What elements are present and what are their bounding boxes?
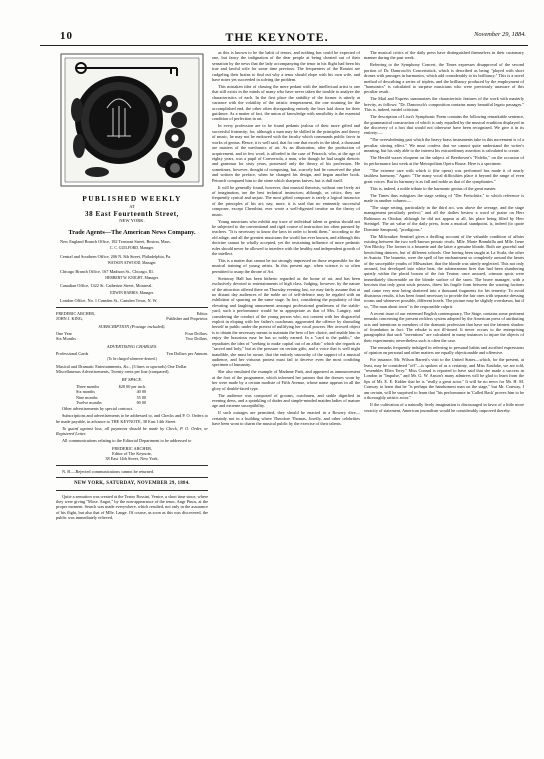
article-paragraph: The Mail and Express summarizes the characteristic features of the work with masterly brevity, as follows: "Dr. Damrosch's composition contains many beautiful legato passages." This is, indeed, model criticism. [364,96,524,113]
keynote-logo [57,50,207,190]
professional-value: Ten Dollars per Annum. [166,351,208,357]
other-ads-note: Other advertisements by special contract. [62,406,133,412]
musical-text: Musical and Dramatic Entertainments, &c., (3 lines or upwards) [56,363,167,369]
article-paragraph: If such outrages are permitted, they should be enacted in a Bowery dive—certainly not in a building where Theodore Thomas, Joseffy, and other celebrities have been wont to charm the musical public by the exercise of their talents. [212,410,360,427]
professional-label: Professional Cards [56,351,89,357]
column-2 [212,50,360,428]
branch-manager: WATSON ATWOOD, Manager. [107,261,157,266]
staff-role: Editor. [196,310,208,316]
article-paragraph: Steinway Hall has been hitherto regarded as the home of art, and has been exclusively devoted to entertainments of high class. Judging, however, by the nature of the attraction offered there on Thursday evening last, we may fairly assume that at no distant day audiences of the noble art of self-defence may be regaled with an exhibition of sparring on the same stage. In fact, considering the popularity of that elevating and laughing amusement amongst professional gentlemen of the stable-yard, such a performance would be as appropriate as that of Mrs. Langtry, and considering the conduct of the young person who, not content with her disgraceful exploit in eloping with her father's coachman, aggravated the offence by shrouding herself in public under the pretext of nullifying her vocal powers. Her avowed object is to obtain the necessary means to maintain the hero of her choice, and enable him to enjoy the luxurious ease he has so nobly earned. In a "card to the public," she repudiates the idea of "seeking to make capital out of an affair" which she regards as "sacred and holy," but as the pressure on certain gifts, and a voice that is well night inaudible, she must be aware, that the entirely unworthy of the support of a musical audience, and her virtuous protest must fail to deceive even the most confiding specimen of humanity. [212,275,360,368]
article-paragraph: "The stage setting, particularly in the third act, was above the average, and the stage management peculiarly perfect;" and all the dailies bestow a word of praise on Herr Robinson as Ottokar, although he did not appear at all, his place being filled by Herr Steinigel. The art value of the daily press, from a musical standpoint, is, indeed (to quote Dominie Sampson), "prodigious." [364,204,524,232]
branch-manager: EDWIN HARRIS, Manager. [110,290,154,295]
branch-office: London Office, No. 1 Camden St., Camden Town, N. W. [60,298,158,304]
staff-name: JOHN J. KING, [56,316,83,322]
dateline: NEW YORK, SATURDAY, NOVEMBER 29, 1884. [74,481,190,487]
divider [56,490,208,491]
header-rule [40,45,528,46]
article-paragraph: The audience was composed of grooms, coachmen, and stable dignified in evening dress, and a sprinkling of dudes and simple-minded maiden ladies of mature age and extreme susceptibility. [212,392,360,409]
rate-label: Six months [76,389,95,395]
rate-value: 40 00 [136,389,146,395]
rate-value: 55 00 [136,394,146,400]
article-paragraph: For instance, Mr. Wilson Barrett's visit to the United States—which, for the present, at least, may be considered "off"—is spoken of as a certainty, and Miss Eastlake, we are told, "resembles Ellen Terry." Miss Conrad is reported to have said that she made a success in London in "Impulse," and Mr. G. W. Anson's many admirers will be glad to learn from the lips of Mr. E. E. Kidder that he is "really a great actor." It will be no news for Mr. H. M. Conway to learn that he "is perhaps the handsomest man on the stage," but Mr. Conway, I am certain, will be surprised to learn that "his performance in 'Called Back' proves him to be a thoroughly artistic actor." [364,357,524,401]
published-weekly: PUBLISHED WEEKLY [82,194,182,203]
payment-note: Subscriptions and advertisements to be addressed to, and Checks and P. O. Orders to be made payable, in advance to THE KEYNOTE, 38 East 14th Street. [56,413,208,424]
article-paragraph: "The overwhelming part which the heavy brass instruments take in this movement is of a peculiar stirring effect." We must confess that we cannot quite understand the writer's meaning, but his only able to the interest his extraordinary assertion is calculated to create. [364,137,524,154]
article-paragraph: This is, indeed, a noble tribute to the harmonic genius of the great master. [370,185,497,191]
branch-office: Canadian Office, 1322 St. Catherine Street, Montreal. [60,283,153,289]
rate-value: 60 00 [136,400,146,406]
article-paragraph: The remarks frequently indulged in referring to personal habits and ascribed expressions of opinion on personal and other matters are equally objectionable and offensive. [364,344,524,356]
rate-label: Nine months [76,394,98,400]
subscription-label: Six Months [56,336,76,342]
divider [56,477,208,478]
article-paragraph: The Herald waxes eloquent on the subject of Beethoven's "Fidelio," on the occasion of its performance last week at the Metropolitan Opera House. Here is a specimen: [364,155,524,166]
branch-office: Chicago Branch Office, 167 Madison St., Chicago, Ill. [60,268,154,274]
rate-label: Three months [76,384,100,390]
subscription-row [56,336,208,341]
page-number: 10 [60,30,73,42]
staff-row [56,316,208,321]
issue-date: November 29, 1884. [474,31,526,38]
branch-manager: HERBERT W. KNIGHT, Manager. [105,276,159,281]
office-address: 38 East Fourteenth Street, [84,209,179,218]
signature-address: 38 East 14th Street, New York. [105,456,159,462]
article-paragraph: The description of Liszt's Symphonic Poem contains the following remarkable sentence, the grammatical construction of which is only equalled by the musical erudition displayed in the discovery of a fact that would not otherwise have been recognized. We give it in its entirety:— [364,114,524,136]
divider [56,307,208,308]
article-paragraph: The Times thus eulogizes the stage setting of "Der Freischütz," to which reference is made in another column:— [364,192,524,203]
article-paragraph: The musical critics of the daily press have distinguished themselves in their customary manner during the past week. [364,50,524,61]
signature-name: FREDERIC ARCHER, [111,445,153,451]
nb-note: N. B.—Rejected communications cannot be returned. [62,468,155,474]
by-space-heading: BY SPACE. [121,376,143,382]
page-header [20,30,534,44]
advertising-heading: ADVERTISING CHARGES. [106,343,158,349]
subscription-value: Two Dollars. [185,336,208,342]
staff-role: Publisher and Proprietor. [166,316,208,322]
signature-role: Editor of The Keynote, [112,450,152,456]
column-3 [364,50,524,415]
article-paragraph: Referring to the Symphony Concert, the Times expresses disapproval of the second portion of Dr. Damrosch's Concertstück, which is described as being "played with short drones with passages in harmonics, which add considerably to its brilliancy." This is a novel method of describing a series of triplets, and the brilliancy produced by the employment of "harmonics" is calculated to surprise musicians who were previously unaware of this peculiar result. [364,62,524,95]
subscription-value: Four Dollars. [185,330,208,336]
rates-table [76,384,146,405]
article-paragraph: as this is known to be the habit of tenors, and nothing has could be expected of one, but fancy the indignation of the dear people at being cheated out of their sensation by the news that the lady accompanying the tenor in his flight had been his true and lawful wife for some time previous. The frequenters of the Rossini are cudgeling their brains to find out why a tenor should elope with his own wife, and have notes yet succeeded in solving the problem. [212,50,360,83]
misc-ads: Miscellaneous Advertisements, Twenty cents per line (compared). [56,369,170,375]
rate-label: Twelve months [76,400,102,406]
branch-office: Central and Southern Office, 206 N. 8th Street, Philadelphia, Pa. [60,253,172,259]
trade-agents-heading: Trade Agents—The American News Company. [68,228,196,236]
musical-value: One Dollar [167,363,187,369]
communications-note: All communications relating to the Editorial Department to be addressed to [62,438,192,444]
guard-note: To guard against loss, all payments should be made by Check, P. O. Order, or Registered Letter. [56,425,208,437]
subscription-heading: SUBSCRIPTION (Postage included). [98,323,166,329]
rate-row [76,400,146,405]
column-1 [56,50,208,522]
editor-signature [56,446,208,462]
article-paragraph: She also emulated the example of Madame Patti, and appeared as announcement at the foot of the programme, which informed her patrons that the dresses worn by her were made by a certain modiste of Fifth Avenue, whose name appears in all the glory of double-faced type. [212,369,360,391]
rate-value: $20 00 per inch. [118,384,146,390]
branch-office: New England Branch Office, 182 Tremont Street, Boston, Mass. [60,239,171,245]
article-paragraph: This mistaken idea of classing the mere pedant with the intellectual artist is one that still exists in the minds of many who have never taken the trouble to analyze the characteristics of each. In the first place the stability of the former is utterly at variance with the volatility of the artistic temperament, the one straining for the accomplished end, the other often disregarding entirely the laws laid down for their guidance. As a matter of fact, the union of knowledge with sensibility is the essential condition of perfection in art. [212,84,360,122]
article-paragraph: If the cultivation of a naturally lively imagination is discouraged in favor of a little more veracity of statement, American journalism would be considerably improved thereby. [364,402,524,413]
divider [56,465,208,466]
at-label: AT [129,204,135,210]
professional-note: (To be charged whenever desired.) [107,356,157,361]
logo-illustration [57,50,207,190]
article-paragraph: "The extreme care with which it (the opera) was performed has made it of nearly faultless harmony." Again: "The many vocal difficulties place it beyond the range of even great voices. But its harmony is as full and noble as that of the symphonies." [364,167,524,184]
staff-name: FREDERIC ARCHER, [56,310,96,316]
article-paragraph: This is a matter that cannot be too strongly impressed on those responsible for the musical training of young artists. In this present age, when science is so often permitted to usurp the throne of Art. [212,258,360,274]
article-paragraph: In every profession are to be found pedants jealous of their more gifted and successful fraternity; for, although a man may be skilled in the principles and theory of music, he may not be endowed with the faculty which commands public favor in works of genius. Hence, it is well said, that for one that excels in the ideal, a thousand are masters of the mechanics of art. As an illustration, after the production of acquirement, and in few word, is afforded in the case of Petrarch, who, at the age of eighty years, was a pupil of Conversola, a man, who though he had taught rhetoric and grammar for sixty years, possessed only the theory of his profession. He sometimes, however, thought of composing, but, scarcely had he conceived the plan and written the preface, when he changed his design, and began another book. Petrarch compared him to the stone which sharpens knives, but is dull itself. [212,123,360,183]
article-paragraph: It will be generally found, however, that musical theorists, without one lively art of imagination, are the best technical instructors; although, as critics, they are frequently cynical and unjust. The most gifted composer is rarely a logical instructor of the principles of his art; nay, more, it is said that no eminently successful composer, except Cherubini, ever wrote a well-digested treatise on the theory of music. [212,184,360,217]
office-city: NEW YORK. [119,218,145,224]
article-paragraph: Quite a sensation was created at the Teatro Rossini, Venice, a short time since, where they were giving "Mose. Angot," by the non-appearance of the tenor, Angr Pinos, at the proper moment. Search was made everywhere, which resulted, not only in the assurance of his flight, but also that of Mlle. Lange. Of course, as soon as this was discovered, the public was immediately relieved, [56,493,208,521]
subscription-label: One Year [56,330,72,336]
masthead-title: THE KEYNOTE. [225,30,329,44]
article-paragraph: The Milwaukee Sentinel gives a thrilling account of the valuable condition of affairs existing between the two well-known prosaic rivals, Mlle. Marie Brambilla and Mlle. Irene Von Blocky. The former is a brunette and the latter a genuine blonde. Both are graceful and bewitching dancers, but of different schools. One having been taught at La Scala, the other in Austria. The brunette, were the spell of her enchantment so completely around the hearts of the susceptible youths of Milwaukee, that the blonde was utterly neglected. This not only aroused, but developed into white heat, the subterranean fires that had been slumbering quietly within the placid bosom of the fair Teuton; once aroused, crimson spots were immediately discernable on the blonde surface of the snow. The brave manager, with a heroism that only great souls possess, threw his fragile form between the warring factions and came very near being shattered into a thousand fragments for his temerity. To avoid disastrous results, it has been found necessary to provide the fair ones with separate dressing rooms and whenever possible, different hotels. The picture may be slightly overdrawn, but if so, "The man about town" is the responsible culprit. [364,233,524,309]
branch-manager: C. C. GUILFORD, Manager. [109,246,155,251]
article-paragraph: A recent issue of our esteemed English contemporary, The Stage, contains some pertinent remarks concerning the present reckless system adopted by the American press of attributing acts and intentions to members of the dramatic profession that have not the faintest shadow of foundation in fact. The rebuke is not ill-timed. It never occurs to the enterprising paragraphist that such "inventions" are calculated in many instances to injure the objects of their experiments; nevertheless such is often the case. [364,310,524,343]
article-paragraph: Young musicians who exhibit any trace of individual talent or genius should not be subjected to the conventional and rigid course of instruction too often pursued by teachers. "It is necessary to know the laws in order to break them," according to the old adage, and all the greatest musicians the world has ever known, and although this doctrine cannot be wholly accepted, yet the restraining influence of more pedantic rules should never be allowed to interfere with the healthy and independent growth of the intellect. [212,218,360,256]
